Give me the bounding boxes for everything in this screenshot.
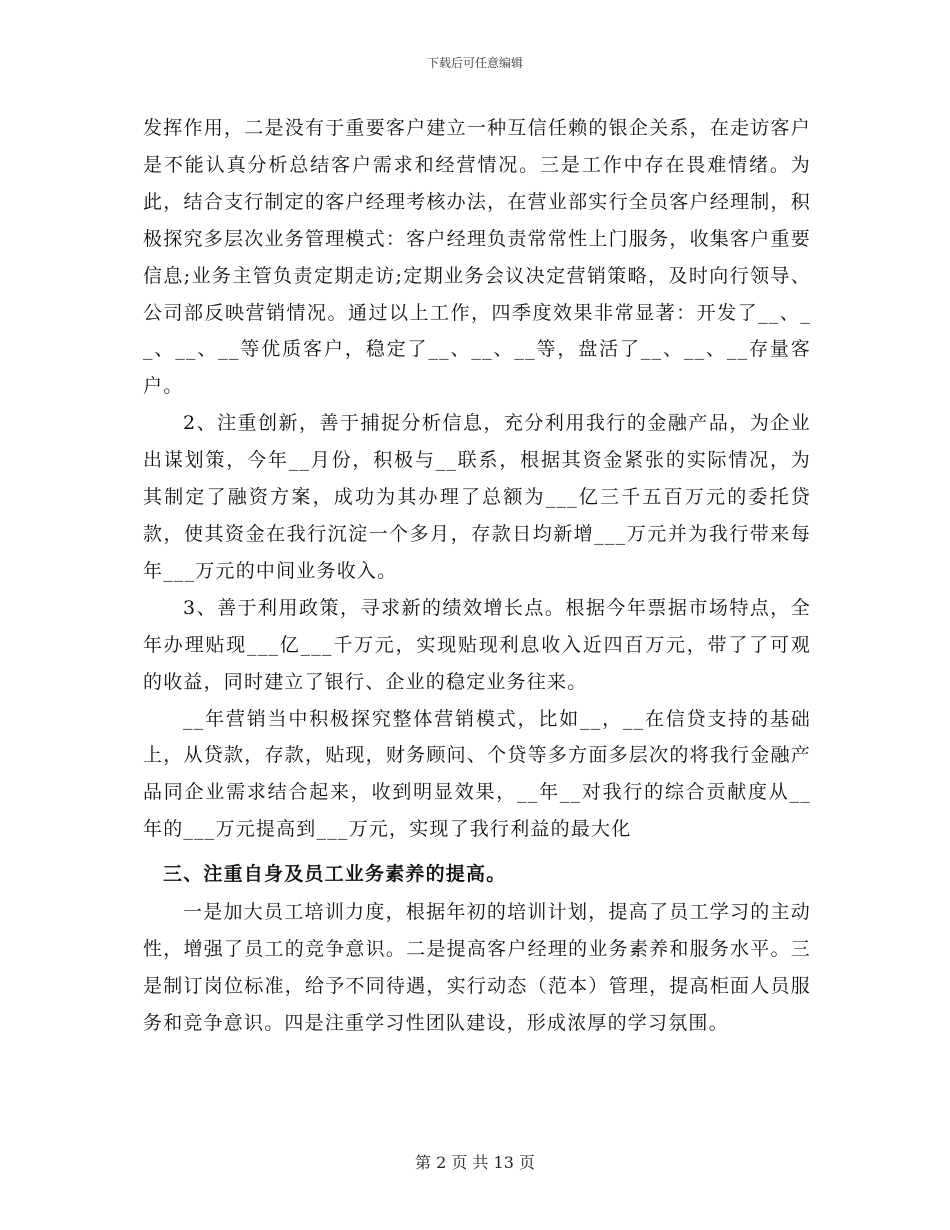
paragraph-continuation: 发挥作用，二是没有于重要客户建立一种互信任赖的银企关系，在走访客户是不能认真分析总结客户需求和经营情况。三是工作中存在畏难情绪。为此，结合支行制定的客户经理考核办法，在营业部实行全员客户经理制，积极探究多层次业务管理模式：客户经理负责常常性上门服务，收集客户重要信息;业务主管负责定期走访;定期业务会议决定营销策略，及时向行领导、公司部反映营销情况。通过以上工作，四季度效果非常显著：开发了__、__、__、__等优质客户，稳定了__、__、__等，盘活了__、__、__存量客户。 <box>143 117 811 398</box>
paragraph-item-3: 3、善于利用政策，寻求新的绩效增长点。根据今年票据市场特点，全年办理贴现___亿___千万元，实现贴现利息收入近四百万元，带了了可观的收益，同时建立了银行、企业的稳定业务往来。 <box>143 596 811 693</box>
page-header-note: 下载后可任意编辑 <box>426 56 523 70</box>
page-number: 第 2 页 共 13 页 <box>415 1153 535 1172</box>
document-body <box>143 110 811 1042</box>
section-heading-3: 三、注重自身及员工业务素养的提高。 <box>163 863 507 886</box>
paragraph-marketing: __年营销当中积极探究整体营销模式，比如__，__在信贷支持的基础上，从贷款，存款，贴现，财务顾问、个贷等多方面多层次的将我行金融产品同企业需求结合起来，收到明显效果，__年__对我行的综合贡献度从__年的___万元提高到___万元，实现了我行利益的最大化 <box>143 707 811 841</box>
paragraph-section-3: 一是加大员工培训力度，根据年初的培训计划，提高了员工学习的主动性，增强了员工的竞争意识。二是提高客户经理的业务素养和服务水平。三是制订岗位标准，给予不同待遇，实行动态（范本）管理，提高柜面人员服务和竞争意识。四是注重学习性团队建设，形成浓厚的学习氛围。 <box>143 901 811 1034</box>
paragraph-item-2: 2、注重创新，善于捕捉分析信息，充分利用我行的金融产品，为企业出谋划策，今年__月份，积极与__联系，根据其资金紧张的实际情况，为其制定了融资方案，成功为其办理了总额为___亿三千五百万元的委托贷款，使其资金在我行沉淀一个多月，存款日均新增___万元并为我行带来每年___万元的中间业务收入。 <box>143 412 811 582</box>
